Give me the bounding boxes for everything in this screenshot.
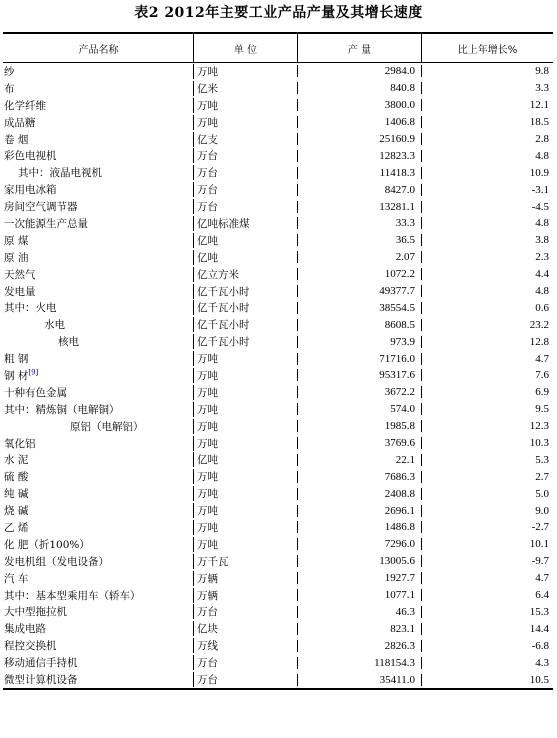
table-row [3,536,553,553]
cell-unit: 万吨 [193,469,297,484]
cell-growth: 5.0 [421,488,553,500]
cell-growth: 10.5 [421,674,553,686]
cell-unit: 万吨 [193,351,297,366]
cell-output: 1927.7 [297,572,421,584]
cell-growth: 2.3 [421,251,553,263]
cell-product-name [3,419,193,434]
product-name: 原 油 [4,251,29,264]
cell-output: 33.3 [297,217,421,229]
cell-unit: 万吨 [193,486,297,501]
product-name: 烧 碱 [4,505,29,518]
product-name: 其中：精炼铜（电解铜） [4,403,120,416]
table-row [3,519,553,536]
cell-product-name [3,199,193,214]
table-row [3,570,553,587]
product-name: 纯 碱 [4,488,29,501]
product-name: 集成电路 [4,623,46,636]
cell-output: 13281.1 [297,201,421,213]
cell-product-name [3,554,193,569]
cell-growth: -9.7 [421,555,553,567]
cell-unit: 亿立方米 [193,267,297,282]
cell-growth: 9.8 [421,65,553,77]
cell-unit: 万台 [193,182,297,197]
cell-growth: 4.8 [421,217,553,229]
table-row [3,620,553,637]
cell-product-name [3,132,193,147]
product-name: 汽 车 [4,572,29,585]
product-name: 纱 [4,65,15,78]
cell-product-name [3,571,193,586]
cell-unit: 万台 [193,199,297,214]
cell-unit: 亿千瓦小时 [193,334,297,349]
cell-output: 118154.3 [297,657,421,669]
cell-unit: 万吨 [193,98,297,113]
cell-unit: 亿米 [193,81,297,96]
cell-unit: 万台 [193,604,297,619]
cell-output: 2.07 [297,251,421,263]
table-row [3,587,553,604]
cell-unit: 万吨 [193,385,297,400]
header-growth [421,34,553,62]
cell-unit: 万千瓦 [193,554,297,569]
product-name: 移动通信手持机 [4,657,78,670]
cell-product-name [3,486,193,501]
cell-output: 22.1 [297,454,421,466]
cell-unit: 万吨 [193,64,297,79]
cell-output: 1406.8 [297,116,421,128]
product-name: 粗 钢 [4,353,29,366]
table-row [3,63,553,80]
cell-output: 1985.8 [297,420,421,432]
table-row [3,131,553,148]
cell-output: 3672.2 [297,386,421,398]
product-name: 氧化铝 [4,437,36,450]
footnote-ref[interactable]: [9] [28,368,39,377]
cell-growth: 3.3 [421,82,553,94]
cell-output: 823.1 [297,623,421,635]
product-name: 一次能源生产总量 [4,217,88,230]
product-name: 水电 [44,319,65,332]
cell-growth: -6.8 [421,640,553,652]
cell-unit: 亿支 [193,132,297,147]
cell-growth: 18.5 [421,116,553,128]
cell-output: 8427.0 [297,184,421,196]
table-row [3,249,553,266]
cell-product-name [3,334,193,349]
cell-output: 13005.6 [297,555,421,567]
cell-growth: 3.8 [421,234,553,246]
cell-unit: 亿吨标准煤 [193,216,297,231]
cell-product-name [3,604,193,619]
cell-product-name [3,216,193,231]
table-row [3,451,553,468]
cell-unit: 亿块 [193,621,297,636]
cell-product-name [3,385,193,400]
cell-output: 2408.8 [297,488,421,500]
product-name: 彩色电视机 [4,150,57,163]
table-row [3,435,553,452]
cell-unit: 万吨 [193,368,297,383]
cell-output: 12823.3 [297,150,421,162]
table-header [3,34,553,63]
product-name: 化 肥（折100%） [4,538,90,551]
cell-product-name [3,469,193,484]
table-row [3,654,553,671]
cell-growth: 14.4 [421,623,553,635]
cell-unit: 万吨 [193,402,297,417]
cell-product-name [3,621,193,636]
cell-unit: 亿千瓦小时 [193,284,297,299]
cell-unit: 亿千瓦小时 [193,317,297,332]
cell-unit: 亿吨 [193,233,297,248]
cell-product-name [3,64,193,79]
product-name: 布 [4,82,15,95]
cell-output: 2696.1 [297,505,421,517]
cell-growth: 7.6 [421,369,553,381]
table-row [3,333,553,350]
cell-product-name [3,267,193,282]
cell-product-name [3,436,193,451]
cell-product-name [3,115,193,130]
cell-output: 95317.6 [297,369,421,381]
cell-unit: 万台 [193,672,297,687]
cell-output: 973.9 [297,336,421,348]
product-name: 乙 烯 [4,521,29,534]
cell-growth: -4.5 [421,201,553,213]
cell-product-name [3,233,193,248]
product-name: 其中：火电 [4,302,57,315]
cell-output: 1486.8 [297,521,421,533]
table-row [3,502,553,519]
cell-product-name [3,520,193,535]
cell-output: 2984.0 [297,65,421,77]
table-row [3,266,553,283]
cell-growth: 15.3 [421,606,553,618]
cell-unit: 亿千瓦小时 [193,300,297,315]
table-row [3,468,553,485]
cell-growth: 23.2 [421,319,553,331]
table-row [3,350,553,367]
cell-output: 25160.9 [297,133,421,145]
header-product-name: 产品名称 [78,44,119,56]
cell-product-name [3,148,193,163]
cell-product-name [3,182,193,197]
product-name: 核电 [58,336,79,349]
product-name: 钢 材 [4,369,29,382]
cell-output: 1077.1 [297,589,421,601]
cell-product-name [3,503,193,518]
cell-unit: 万吨 [193,115,297,130]
cell-product-name [3,537,193,552]
cell-product-name [3,655,193,670]
table-row [3,367,553,384]
cell-growth: 4.7 [421,353,553,365]
header-growth-label: 比上年增长% [457,44,518,56]
cell-growth: 2.7 [421,471,553,483]
product-name: 微型计算机设备 [4,674,78,686]
header-unit [193,34,297,62]
cell-output: 46.3 [297,606,421,618]
cell-unit: 万吨 [193,419,297,434]
table-row [3,485,553,502]
cell-output: 8608.5 [297,319,421,331]
cell-output: 38554.5 [297,302,421,314]
cell-growth: 4.7 [421,572,553,584]
cell-product-name [3,588,193,603]
table-row [3,553,553,570]
cell-growth: 6.9 [421,386,553,398]
cell-unit: 万吨 [193,436,297,451]
cell-product-name [3,452,193,467]
product-name: 大中型拖拉机 [4,606,67,619]
cell-unit: 万辆 [193,571,297,586]
cell-unit: 万吨 [193,537,297,552]
table-row [3,80,553,97]
cell-growth: 12.8 [421,336,553,348]
cell-unit: 亿吨 [193,250,297,265]
table-row [3,147,553,164]
cell-growth: 4.4 [421,268,553,280]
product-name: 水 泥 [4,454,29,467]
header-unit-label: 单 位 [233,44,258,56]
cell-product-name [3,368,193,383]
cell-growth: 10.9 [421,167,553,179]
product-name: 家用电冰箱 [4,184,57,197]
table-row [3,671,553,688]
cell-growth: -3.1 [421,184,553,196]
header-output-label: 产 量 [347,44,372,56]
product-name: 十种有色金属 [4,386,67,399]
cell-product-name [3,81,193,96]
product-name: 其中：基本型乘用车（轿车） [4,589,141,602]
cell-unit: 万线 [193,638,297,653]
cell-growth: 6.4 [421,589,553,601]
table-row [3,114,553,131]
cell-unit: 亿吨 [193,452,297,467]
table-row [3,198,553,215]
cell-output: 49377.7 [297,285,421,297]
cell-growth: 0.6 [421,302,553,314]
cell-product-name [3,98,193,113]
cell-growth: 4.3 [421,657,553,669]
cell-growth: 12.3 [421,420,553,432]
cell-unit: 万吨 [193,503,297,518]
cell-growth: 4.8 [421,150,553,162]
product-name: 成品糖 [4,116,36,129]
table-row [3,604,553,621]
product-name: 化学纤维 [4,99,46,112]
cell-output: 7686.3 [297,471,421,483]
cell-growth: 10.3 [421,437,553,449]
cell-growth: 2.8 [421,133,553,145]
cell-unit: 万台 [193,655,297,670]
cell-output: 7296.0 [297,538,421,550]
table-row [3,418,553,435]
cell-product-name [3,250,193,265]
cell-output: 3800.0 [297,99,421,111]
cell-output: 574.0 [297,403,421,415]
cell-growth: 10.1 [421,538,553,550]
product-name: 房间空气调节器 [4,201,78,214]
product-name: 硫 酸 [4,471,29,484]
cell-product-name [3,402,193,417]
cell-growth: -2.7 [421,521,553,533]
cell-product-name [3,300,193,315]
cell-unit: 万吨 [193,520,297,535]
cell-output: 1072.2 [297,268,421,280]
cell-output: 3769.6 [297,437,421,449]
table-row [3,316,553,333]
cell-output: 840.8 [297,82,421,94]
cell-unit: 万台 [193,165,297,180]
cell-product-name [3,638,193,653]
cell-growth: 9.5 [421,403,553,415]
cell-unit: 万台 [193,148,297,163]
production-table [3,32,553,690]
cell-product-name [3,317,193,332]
cell-output: 2826.3 [297,640,421,652]
product-name: 程控交换机 [4,640,57,653]
product-name: 卷 烟 [4,133,29,146]
product-name: 其中：液晶电视机 [18,167,102,180]
header-output [297,34,421,62]
cell-product-name [3,284,193,299]
cell-growth: 4.8 [421,285,553,297]
table-row [3,164,553,181]
table-row [3,401,553,418]
table-row [3,215,553,232]
table-row [3,181,553,198]
table-title: 表2 2012年主要工业产品产量及其增长速度 [134,5,423,21]
table-row [3,384,553,401]
cell-product-name [3,165,193,180]
product-name: 原铝（电解铝） [70,420,144,433]
product-name: 发电量 [4,285,36,298]
cell-growth: 5.3 [421,454,553,466]
product-name: 发电机组（发电设备） [4,555,109,568]
table-row [3,232,553,249]
cell-output: 71716.0 [297,353,421,365]
table-row [3,299,553,316]
product-name: 天然气 [4,268,36,281]
cell-output: 35411.0 [297,674,421,686]
table-body [3,63,553,688]
cell-growth: 12.1 [421,99,553,111]
product-name: 原 煤 [4,234,29,247]
cell-growth: 9.0 [421,505,553,517]
cell-product-name [3,672,193,687]
table-row [3,637,553,654]
cell-unit: 万辆 [193,588,297,603]
cell-output: 36.5 [297,234,421,246]
table-row [3,97,553,114]
table-row [3,283,553,300]
cell-product-name [3,351,193,366]
cell-output: 11418.3 [297,167,421,179]
